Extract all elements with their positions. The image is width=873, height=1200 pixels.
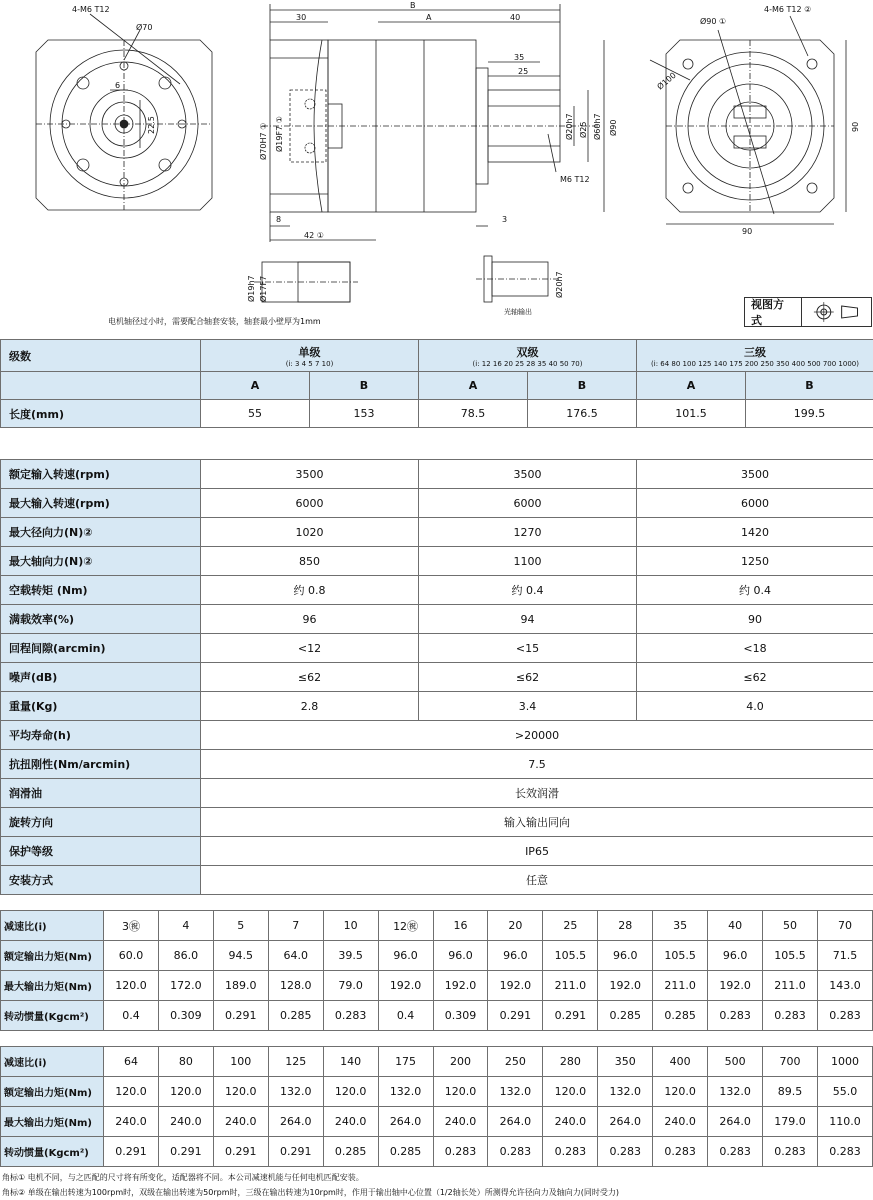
ratio-cell: 0.283 <box>543 1137 598 1167</box>
footnote-1: 角标① 电机不同，与之匹配的尺寸将有所变化，适配器将不同。本公司减速机能与任何电机匹配安装。 <box>2 1173 364 1182</box>
perf-row <box>1 489 873 518</box>
drawing-svg <box>0 0 873 330</box>
ratio-cell: 39.5 <box>323 941 378 971</box>
common-value: 输入输出同向 <box>201 808 873 837</box>
ratio-cell: 0.283 <box>433 1137 488 1167</box>
ratio-row-label: 额定输出力矩(Nm) <box>1 941 104 971</box>
perf-value: <12 <box>201 634 419 663</box>
ratio-cell: 105.5 <box>653 941 708 971</box>
ratio-row <box>1 941 873 971</box>
shaft-detail <box>254 262 358 302</box>
ratio-cell: 0.283 <box>708 1137 763 1167</box>
ratio-value: 500 <box>708 1047 763 1077</box>
common-row <box>1 750 873 779</box>
length-value: 153 <box>310 400 419 428</box>
ratio-cell: 132.0 <box>378 1077 433 1107</box>
ratio-value: 175 <box>378 1047 433 1077</box>
ratio-cell: 172.0 <box>158 971 213 1001</box>
perf-value: 6000 <box>201 489 419 518</box>
common-label: 抗扭刚性(Nm/arcmin) <box>1 750 201 779</box>
ratio-value: 12㊗ <box>378 911 433 941</box>
perf-row <box>1 576 873 605</box>
right-size-h: 90 <box>851 121 860 132</box>
ratio-value: 28 <box>598 911 653 941</box>
side-dim-3: 3 <box>502 215 508 224</box>
ratio-cell: 192.0 <box>598 971 653 1001</box>
ratio-cell: 120.0 <box>323 1077 378 1107</box>
side-dim-35: 35 <box>514 53 525 62</box>
stage-double-name: 双级 <box>516 345 539 359</box>
side-dia-right-1: Ø20h7 <box>565 113 574 140</box>
ratio-cell: 0.283 <box>653 1137 708 1167</box>
shaft-d2: Ø17F7 <box>259 275 268 302</box>
side-thread: M6 T12 <box>560 175 590 184</box>
ratio-cell: 192.0 <box>708 971 763 1001</box>
right-pcd-label: Ø90 ① <box>700 17 727 26</box>
side-dim-40: 40 <box>510 13 521 22</box>
ratio-cell: 0.309 <box>433 1001 488 1031</box>
ratio-cell: 189.0 <box>213 971 268 1001</box>
ratio-row-label: 最大输出力矩(Nm) <box>1 1107 104 1137</box>
ratio-row <box>1 1001 873 1031</box>
perf-row <box>1 605 873 634</box>
ratio-cell: 120.0 <box>543 1077 598 1107</box>
ratio-cell: 0.291 <box>268 1137 323 1167</box>
ratio-cell: 0.285 <box>378 1137 433 1167</box>
ratio-cell: 0.291 <box>213 1137 268 1167</box>
ratio-row-label: 额定输出力矩(Nm) <box>1 1077 104 1107</box>
ratio-value: 3㊗ <box>104 911 159 941</box>
side-dim-a: A <box>426 13 432 22</box>
perf-label: 噪声(dB) <box>1 663 201 692</box>
ratio-cell: 264.0 <box>488 1107 543 1137</box>
ratio-cell: 0.4 <box>104 1001 159 1031</box>
ratio-cell: 0.283 <box>598 1137 653 1167</box>
perf-value: 6000 <box>419 489 637 518</box>
ratio-value: 200 <box>433 1047 488 1077</box>
output-label: 光轴输出 <box>504 308 532 316</box>
side-dia-left-1: Ø70H7 ① <box>259 122 268 160</box>
perf-value: 850 <box>201 547 419 576</box>
ratio-cell: 264.0 <box>378 1107 433 1137</box>
stage-double <box>419 340 637 372</box>
cols-row-label <box>1 372 201 400</box>
ratio-cell: 128.0 <box>268 971 323 1001</box>
ratio-cell: 0.285 <box>268 1001 323 1031</box>
ratio-table-2 <box>0 1046 873 1167</box>
ratio-cell: 0.285 <box>653 1001 708 1031</box>
ratio-value: 16 <box>433 911 488 941</box>
ratio-cell: 264.0 <box>598 1107 653 1137</box>
ratio-header-row <box>1 911 873 941</box>
length-value: 199.5 <box>746 400 873 428</box>
common-label: 安装方式 <box>1 866 201 895</box>
ratio-value: 125 <box>268 1047 323 1077</box>
common-row <box>1 866 873 895</box>
ratio-cell: 0.291 <box>543 1001 598 1031</box>
ratio-cell: 0.283 <box>708 1001 763 1031</box>
perf-value: 约 0.4 <box>637 576 873 605</box>
ratio-cell: 0.283 <box>817 1137 872 1167</box>
ratio-value: 350 <box>598 1047 653 1077</box>
footnote-2: 角标② 单级在输出转速为100rpm时，双级在输出转速为50rpm时，三级在输出转速为10rpm时，作用于输出轴中心位置（1/2轴长处）所测得允许径向力及轴向力(同时受力) <box>2 1188 619 1197</box>
ratio-cell: 96.0 <box>378 941 433 971</box>
perf-label: 最大轴向力(N)② <box>1 547 201 576</box>
perf-value: <15 <box>419 634 637 663</box>
ratio-value: 4 <box>158 911 213 941</box>
stage-triple-name: 三级 <box>744 345 766 359</box>
ratio-cell: 211.0 <box>653 971 708 1001</box>
side-dim-42: 42 ① <box>304 231 324 240</box>
ratio-cell: 120.0 <box>653 1077 708 1107</box>
ratio-value: 700 <box>763 1047 818 1077</box>
ratio-row <box>1 1107 873 1137</box>
technical-drawing <box>0 0 873 330</box>
ratio-cell: 105.5 <box>543 941 598 971</box>
ratio-cell: 132.0 <box>708 1077 763 1107</box>
ratio-table-1 <box>0 910 873 1031</box>
front-view-left <box>36 14 212 210</box>
perf-value: 1020 <box>201 518 419 547</box>
perf-value: 4.0 <box>637 692 873 721</box>
ratio-value: 25 <box>543 911 598 941</box>
perf-value: 约 0.8 <box>201 576 419 605</box>
right-size-w: 90 <box>742 227 753 236</box>
ratio-value: 80 <box>158 1047 213 1077</box>
ratio-value: 100 <box>213 1047 268 1077</box>
ratio-value: 64 <box>104 1047 159 1077</box>
common-label: 旋转方向 <box>1 808 201 837</box>
ratio-value: 140 <box>323 1047 378 1077</box>
perf-value: 94 <box>419 605 637 634</box>
ratio-cell: 0.283 <box>763 1137 818 1167</box>
ratio-cell: 132.0 <box>488 1077 543 1107</box>
ratio-cell: 79.0 <box>323 971 378 1001</box>
stage-single <box>201 340 419 372</box>
ratio-cell: 0.283 <box>817 1001 872 1031</box>
stage-single-name: 单级 <box>298 345 321 359</box>
ratio-value: 250 <box>488 1047 543 1077</box>
ratio-cell: 192.0 <box>433 971 488 1001</box>
perf-value: 3500 <box>419 460 637 489</box>
performance-table <box>0 459 873 895</box>
ratio-cell: 110.0 <box>817 1107 872 1137</box>
ratio-cell: 240.0 <box>433 1107 488 1137</box>
ratio-cell: 132.0 <box>598 1077 653 1107</box>
col-a-2: A <box>419 372 528 400</box>
common-row <box>1 779 873 808</box>
perf-value: <18 <box>637 634 873 663</box>
col-b-3: B <box>746 372 873 400</box>
ratio-cell: 0.283 <box>323 1001 378 1031</box>
ratio-cell: 192.0 <box>378 971 433 1001</box>
side-dim-25: 25 <box>518 67 529 76</box>
ratio-value: 20 <box>488 911 543 941</box>
perf-label: 额定输入转速(rpm) <box>1 460 201 489</box>
ratio-cell: 86.0 <box>158 941 213 971</box>
ratio-value: 280 <box>543 1047 598 1077</box>
ratio-cell: 96.0 <box>708 941 763 971</box>
ratio-cell: 0.283 <box>763 1001 818 1031</box>
ratio-cell: 120.0 <box>213 1077 268 1107</box>
ratio-cell: 120.0 <box>104 971 159 1001</box>
ratio-cell: 71.5 <box>817 941 872 971</box>
ratio-value: 10 <box>323 911 378 941</box>
ratio-cell: 96.0 <box>433 941 488 971</box>
ratio-row <box>1 971 873 1001</box>
perf-row <box>1 634 873 663</box>
perf-label: 满载效率(%) <box>1 605 201 634</box>
perf-value: 1100 <box>419 547 637 576</box>
ratio-cell: 89.5 <box>763 1077 818 1107</box>
ratio-cell: 240.0 <box>323 1107 378 1137</box>
perf-value: 3500 <box>201 460 419 489</box>
ratio-cell: 0.291 <box>488 1001 543 1031</box>
perf-value: 1270 <box>419 518 637 547</box>
ratio-row-label: 最大输出力矩(Nm) <box>1 971 104 1001</box>
ratio-row <box>1 1077 873 1107</box>
col-b-2: B <box>528 372 637 400</box>
shaft-note: 电机轴径过小时，需要配合轴套安装，轴套最小壁厚为1mm <box>108 317 321 326</box>
ratio-cell: 64.0 <box>268 941 323 971</box>
ratio-cell: 55.0 <box>817 1077 872 1107</box>
length-label: 长度(mm) <box>1 400 201 428</box>
perf-row <box>1 518 873 547</box>
output-d: Ø20h7 <box>555 271 564 298</box>
ratio-cell: 0.309 <box>158 1001 213 1031</box>
ratio-row-label: 转动惯量(Kgcm²) <box>1 1137 104 1167</box>
length-value: 78.5 <box>419 400 528 428</box>
ratio-cell: 240.0 <box>158 1107 213 1137</box>
ratio-cell: 264.0 <box>268 1107 323 1137</box>
ratio-value: 35 <box>653 911 708 941</box>
ratio-cell: 120.0 <box>433 1077 488 1107</box>
left-dim-a: 22.5 <box>147 116 156 134</box>
ratio-cell: 211.0 <box>763 971 818 1001</box>
projection-icon <box>802 299 871 325</box>
perf-label: 最大径向力(N)② <box>1 518 201 547</box>
perf-value: 90 <box>637 605 873 634</box>
spec-table <box>0 339 873 428</box>
perf-label: 最大输入转速(rpm) <box>1 489 201 518</box>
common-value: 长效润滑 <box>201 779 873 808</box>
left-dim-b: 6 <box>115 81 121 90</box>
length-value: 55 <box>201 400 310 428</box>
perf-label: 空载转矩 (Nm) <box>1 576 201 605</box>
ratio-cell: 96.0 <box>488 941 543 971</box>
col-a-3: A <box>637 372 746 400</box>
perf-value: ≤62 <box>637 663 873 692</box>
perf-row <box>1 547 873 576</box>
common-value: >20000 <box>201 721 873 750</box>
ratio-value: 70 <box>817 911 872 941</box>
perf-value: 3500 <box>637 460 873 489</box>
left-bolt-label: 4-M6 T12 <box>72 5 110 14</box>
ratio-cell: 60.0 <box>104 941 159 971</box>
common-value: IP65 <box>201 837 873 866</box>
side-dim-30: 30 <box>296 13 307 22</box>
ratio-value: 40 <box>708 911 763 941</box>
common-row <box>1 808 873 837</box>
ratio-value: 7 <box>268 911 323 941</box>
ratio-value: 5 <box>213 911 268 941</box>
perf-value: 1250 <box>637 547 873 576</box>
common-value: 任意 <box>201 866 873 895</box>
ratio-header-row <box>1 1047 873 1077</box>
perf-label: 重量(Kg) <box>1 692 201 721</box>
ratio-cell: 105.5 <box>763 941 818 971</box>
ratio-header: 减速比(i) <box>1 911 104 941</box>
perf-value: 1420 <box>637 518 873 547</box>
ratio-cell: 0.291 <box>158 1137 213 1167</box>
ratio-cell: 264.0 <box>708 1107 763 1137</box>
ratio-cell: 94.5 <box>213 941 268 971</box>
ratio-cell: 211.0 <box>543 971 598 1001</box>
ratio-cell: 143.0 <box>817 971 872 1001</box>
common-row <box>1 721 873 750</box>
view-method-label: 视图方式 <box>745 298 802 326</box>
length-value: 101.5 <box>637 400 746 428</box>
perf-row <box>1 460 873 489</box>
ratio-cell: 240.0 <box>653 1107 708 1137</box>
output-detail <box>476 256 560 302</box>
side-dim-8: 8 <box>276 215 282 224</box>
side-view <box>262 4 604 242</box>
perf-value: 2.8 <box>201 692 419 721</box>
ratio-cell: 240.0 <box>104 1107 159 1137</box>
ratio-cell: 192.0 <box>488 971 543 1001</box>
view-method-box <box>744 297 872 327</box>
perf-row <box>1 692 873 721</box>
perf-value: 3.4 <box>419 692 637 721</box>
front-view-right <box>650 16 846 224</box>
ratio-cell: 0.291 <box>104 1137 159 1167</box>
ratio-value: 50 <box>763 911 818 941</box>
ratio-row-label: 转动惯量(Kgcm²) <box>1 1001 104 1031</box>
ratio-cell: 0.283 <box>488 1137 543 1167</box>
ratio-cell: 0.4 <box>378 1001 433 1031</box>
stage-triple-ratios: (i: 64 80 100 125 140 175 200 250 350 400 500 700 1000) <box>651 359 859 368</box>
ratio-cell: 0.291 <box>213 1001 268 1031</box>
stage-label: 级数 <box>1 340 201 372</box>
common-label: 润滑油 <box>1 779 201 808</box>
ratio-cell: 179.0 <box>763 1107 818 1137</box>
ratio-cell: 0.285 <box>598 1001 653 1031</box>
common-label: 平均寿命(h) <box>1 721 201 750</box>
right-bolt-label: 4-M6 T12 ② <box>764 5 812 14</box>
common-value: 7.5 <box>201 750 873 779</box>
ratio-cell: 0.285 <box>323 1137 378 1167</box>
side-dia-left-2: Ø19F7 ① <box>275 116 284 152</box>
perf-value: 6000 <box>637 489 873 518</box>
common-row <box>1 837 873 866</box>
ratio-cell: 132.0 <box>268 1077 323 1107</box>
ratio-row <box>1 1137 873 1167</box>
col-a-1: A <box>201 372 310 400</box>
ratio-cell: 120.0 <box>104 1077 159 1107</box>
perf-value: ≤62 <box>419 663 637 692</box>
perf-value: 约 0.4 <box>419 576 637 605</box>
ratio-header: 减速比(i) <box>1 1047 104 1077</box>
side-dia-right-3: Ø60h7 <box>593 113 602 140</box>
side-dia-right-4: Ø90 <box>609 119 618 136</box>
right-pcd2-label: Ø100 <box>655 70 678 92</box>
shaft-d1: Ø19h7 <box>247 275 256 302</box>
perf-value: 96 <box>201 605 419 634</box>
length-value: 176.5 <box>528 400 637 428</box>
ratio-value: 400 <box>653 1047 708 1077</box>
stage-double-ratios: (i: 12 16 20 25 28 35 40 50 70) <box>472 359 583 368</box>
perf-label: 回程间隙(arcmin) <box>1 634 201 663</box>
common-label: 保护等级 <box>1 837 201 866</box>
col-b-1: B <box>310 372 419 400</box>
ratio-cell: 240.0 <box>543 1107 598 1137</box>
perf-row <box>1 663 873 692</box>
perf-value: ≤62 <box>201 663 419 692</box>
ratio-cell: 120.0 <box>158 1077 213 1107</box>
side-dim-b: B <box>410 1 416 10</box>
stage-single-ratios: (i: 3 4 5 7 10) <box>285 359 334 368</box>
side-dia-right-2: Ø25 <box>579 121 588 138</box>
left-pcd-label: Ø70 <box>136 23 153 32</box>
ratio-cell: 240.0 <box>213 1107 268 1137</box>
stage-triple <box>637 340 873 372</box>
ratio-cell: 96.0 <box>598 941 653 971</box>
ratio-value: 1000 <box>817 1047 872 1077</box>
